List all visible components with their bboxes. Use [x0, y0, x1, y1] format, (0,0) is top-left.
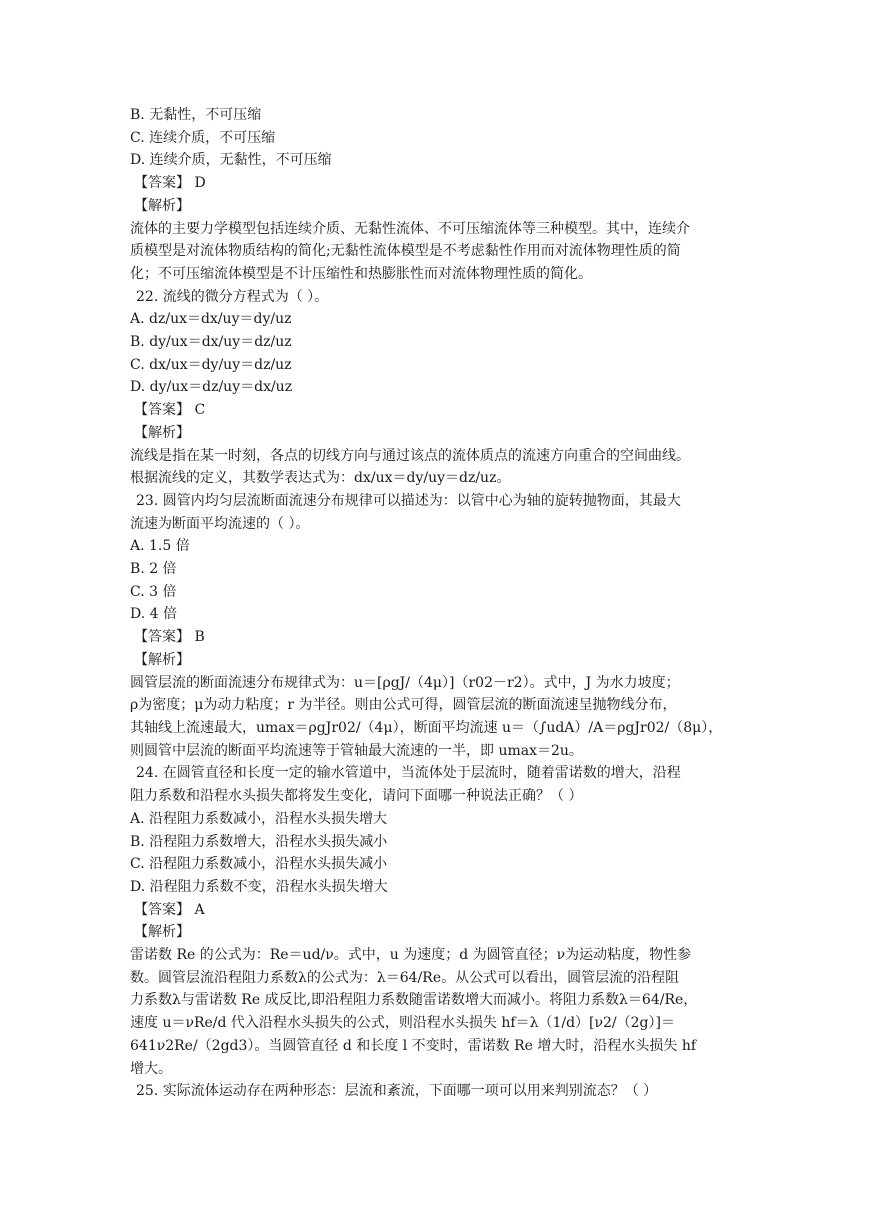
paragraph-line: 阻力系数和沿程水头损失都将发生变化，请问下面哪一种说法正确？（ ）: [130, 788, 583, 805]
option-line: D. dy/ux＝dz/uy＝dx/uz: [130, 379, 293, 396]
paragraph-line: 增大。: [130, 1060, 172, 1077]
paragraph-line: 速度 u＝νRe/d 代入沿程水头损失的公式，则沿程水头损失 hf＝λ（1/d）[ν2/（2g）]＝: [130, 1015, 675, 1032]
paragraph-line: 流体的主要力学模型包括连续介质、无黏性流体、不可压缩流体等三种模型。其中，连续介: [130, 220, 690, 237]
analysis-heading: 【解析】: [134, 924, 190, 941]
paragraph-line: 力系数λ与雷诺数 Re 成反比,即沿程阻力系数随雷诺数增大而减小。将阻力系数λ＝64/Re，: [130, 992, 698, 1009]
paragraph-line: 根据流线的定义，其数学表达式为：dx/ux＝dy/uy＝dz/uz。: [130, 470, 511, 487]
answer-line: 【答案】 A: [134, 901, 205, 918]
answer-line: 【答案】 B: [134, 629, 205, 646]
analysis-heading: 【解析】: [134, 424, 190, 441]
paragraph-line: 则圆管中层流的断面平均流速等于管轴最大流速的一半，即 umax＝2u。: [130, 742, 583, 759]
paragraph-line: 流线是指在某一时刻，各点的切线方向与通过该点的流体质点的流速方向重合的空间曲线。: [130, 447, 690, 464]
option-line: C. dx/ux＝dy/uy＝dz/uz: [130, 356, 292, 373]
answer-line: 【答案】 D: [134, 175, 206, 192]
question-line: 23. 圆管内均匀层流断面流速分布规律可以描述为：以管中心为轴的旋转抛物面，其最大: [136, 492, 681, 509]
analysis-heading: 【解析】: [134, 197, 190, 214]
paragraph-line: 质模型是对流体物质结构的简化;无黏性流体模型是不考虑黏性作用而对流体物理性质的简: [130, 243, 681, 260]
paragraph-line: 流速为断面平均流速的（ ）。: [130, 515, 310, 532]
question-line: 24. 在圆管直径和长度一定的输水管道中，当流体处于层流时，随着雷诺数的增大，沿程: [136, 765, 681, 782]
paragraph-line: ρ为密度；μ为动力粘度；r 为半径。则由公式可得，圆管层流的断面流速呈抛物线分布，: [130, 697, 677, 714]
option-line: B. dy/ux＝dx/uy＝dz/uz: [130, 334, 292, 351]
paragraph-line: 641ν2Re/（2gd3）。当圆管直径 d 和长度 l 不变时，雷诺数 Re 增大时，沿程水头损失 hf: [130, 1037, 697, 1054]
option-line: C. 连续介质，不可压缩: [130, 129, 276, 146]
paragraph-line: 数。圆管层流沿程阻力系数λ的公式为：λ＝64/Re。从公式可以看出，圆管层流的沿程阻: [130, 969, 680, 986]
option-line: D. 连续介质，无黏性，不可压缩: [130, 152, 332, 169]
question-line: 25. 实际流体运动存在两种形态：层流和紊流，下面哪一项可以用来判别流态？（ ）: [136, 1083, 658, 1100]
option-line: A. dz/ux＝dx/uy＝dy/uz: [130, 311, 292, 328]
analysis-heading: 【解析】: [134, 651, 190, 668]
paragraph-line: 其轴线上流速最大，umax＝ρgJr02/（4μ），断面平均流速 u＝（∫udA）/A＝ρgJr02/（8μ），: [130, 719, 723, 736]
answer-line: 【答案】 C: [134, 402, 206, 419]
option-line: C. 沿程阻力系数减小，沿程水头损失减小: [130, 856, 388, 873]
option-line: C. 3 倍: [130, 583, 177, 600]
option-line: D. 4 倍: [130, 606, 177, 623]
option-line: A. 沿程阻力系数减小，沿程水头损失增大: [130, 810, 388, 827]
option-line: B. 沿程阻力系数增大，沿程水头损失减小: [130, 833, 388, 850]
option-line: B. 无黏性，不可压缩: [130, 107, 262, 123]
document-page: [130, 104, 742, 1103]
paragraph-line: 圆管层流的断面流速分布规律式为：u＝[ρgJ/（4μ）]（r02－r2）。式中，J 为水力坡度；: [130, 674, 680, 691]
option-line: B. 2 倍: [130, 561, 177, 578]
paragraph-line: 雷诺数 Re 的公式为：Re＝ud/ν。式中，u 为速度；d 为圆管直径；ν为运动粘度，物性参: [130, 947, 692, 964]
option-line: D. 沿程阻力系数不变，沿程水头损失增大: [130, 878, 388, 895]
option-line: A. 1.5 倍: [130, 538, 190, 555]
question-line: 22. 流线的微分方程式为（ ）。: [136, 288, 329, 305]
paragraph-line: 化；不可压缩流体模型是不计压缩性和热膨胀性而对流体物理性质的简化。: [130, 265, 592, 282]
